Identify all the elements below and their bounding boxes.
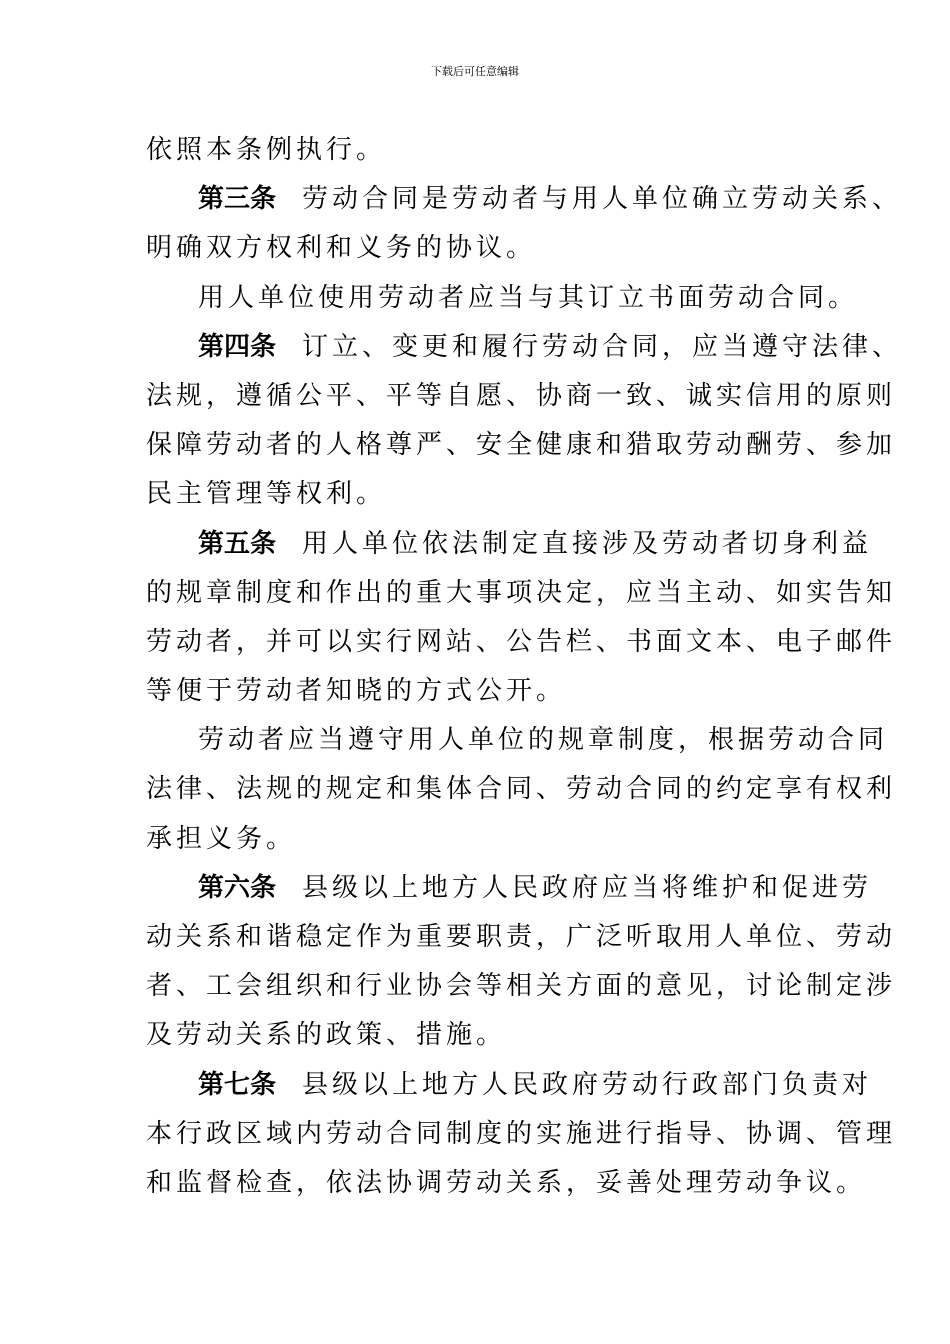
article-number: 第三条	[198, 184, 277, 215]
text-line	[146, 323, 903, 372]
text-line	[146, 421, 897, 470]
line-text: 县级以上地方人民政府应当将维护和促进劳	[302, 872, 873, 903]
line-text: 县级以上地方人民政府劳动行政部门负责对	[302, 1069, 873, 1100]
text-line	[146, 913, 897, 962]
text-line	[146, 520, 873, 569]
text-line	[146, 618, 897, 667]
line-text: 劳动合同是劳动者与用人单位确立劳动关系、	[302, 184, 903, 215]
text-line	[146, 470, 811, 519]
text-line	[146, 372, 897, 421]
line-text: 动关系和谐稳定作为重要职责，广泛听取用人单位、劳动	[146, 922, 897, 952]
text-line	[146, 765, 897, 814]
line-text: 依照本条例执行。	[146, 135, 387, 165]
line-text: 保障劳动者的人格尊严、安全健康和猎取劳动酬劳、参加	[146, 430, 897, 461]
text-line	[146, 175, 903, 224]
line-text: 劳动者应当遵守用人单位的规章制度，根据劳动合同	[198, 725, 889, 756]
text-line	[146, 1159, 867, 1208]
line-text: 用人单位使用劳动者应当与其订立书面劳动合同。	[198, 282, 859, 313]
article-number: 第七条	[198, 1069, 277, 1100]
text-line	[146, 126, 811, 175]
article-number: 第五条	[198, 528, 277, 559]
text-line	[146, 815, 811, 864]
line-text: 等便于劳动者知晓的方式公开。	[146, 676, 567, 707]
text-line	[146, 962, 897, 1011]
text-line	[146, 864, 873, 913]
line-text: 民主管理等权利。	[146, 479, 387, 510]
text-line	[146, 1061, 873, 1110]
text-line	[146, 1110, 897, 1159]
page-header: 下载后可任意编辑	[431, 65, 519, 78]
text-line	[146, 569, 897, 618]
line-text: 及劳动关系的政策、措施。	[146, 1020, 507, 1051]
article-number: 第六条	[198, 872, 277, 903]
article-number: 第四条	[198, 331, 277, 362]
line-text: 明确双方权利和义务的协议。	[146, 233, 537, 264]
text-line	[146, 667, 811, 716]
line-text: 的规章制度和作出的重大事项决定，应当主动、如实告知	[146, 577, 897, 608]
line-text: 订立、变更和履行劳动合同，应当遵守法律、	[302, 331, 903, 362]
line-text: 者、工会组织和行业协会等相关方面的意见，讨论制定涉	[146, 971, 897, 1002]
line-text: 法律、法规的规定和集体合同、劳动合同的约定享有权利	[146, 774, 897, 805]
text-line	[146, 274, 859, 323]
document-body	[146, 126, 903, 1208]
line-text: 承担义务。	[146, 823, 297, 854]
text-line	[146, 716, 889, 765]
line-text: 本行政区域内劳动合同制度的实施进行指导、协调、管理	[146, 1118, 897, 1149]
line-text: 法规，遵循公平、平等自愿、协商一致、诚实信用的原则	[146, 380, 897, 411]
line-text: 劳动者，并可以实行网站、公告栏、书面文本、电子邮件	[146, 626, 897, 657]
line-text: 和监督检查，依法协调劳动关系，妥善处理劳动争议。	[146, 1167, 867, 1198]
text-line	[146, 224, 811, 273]
text-line	[146, 1011, 811, 1060]
line-text: 用人单位依法制定直接涉及劳动者切身利益	[302, 528, 873, 559]
